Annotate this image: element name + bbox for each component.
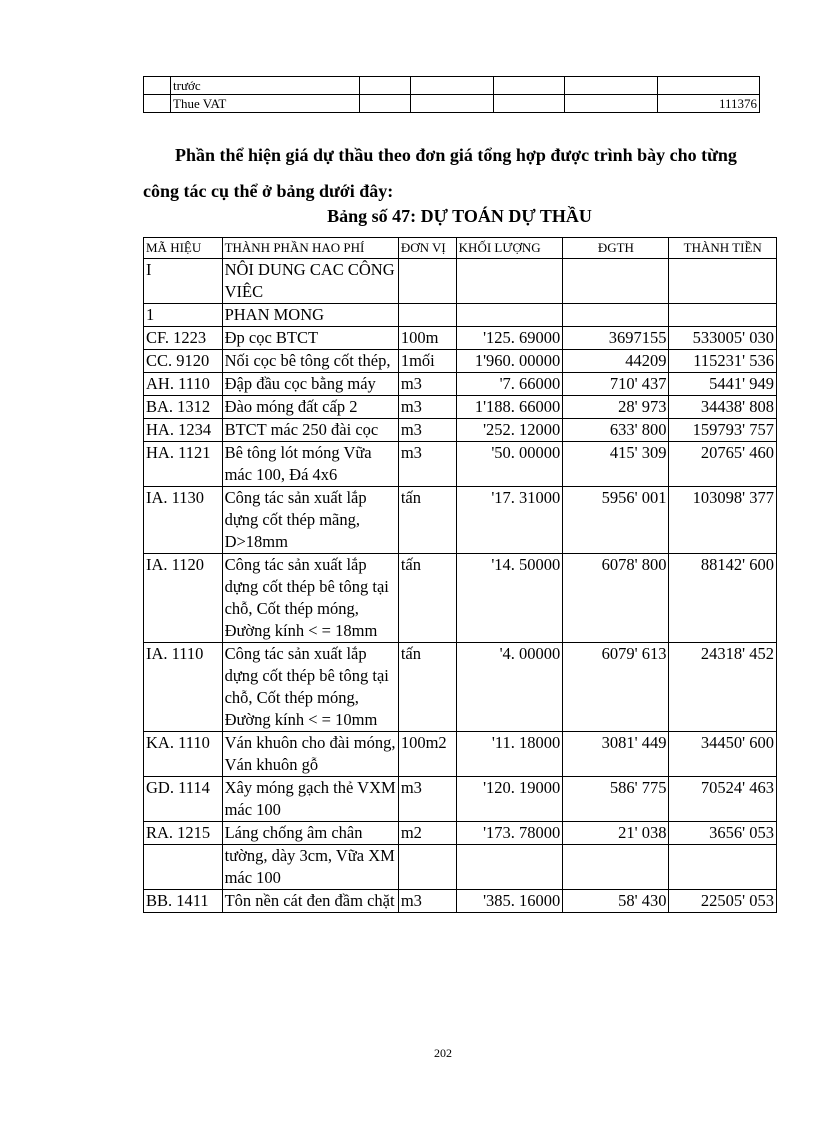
description-cell: tường, dày 3cm, Vữa XM mác 100 bbox=[222, 845, 398, 890]
item-code-cell: HA. 1234 bbox=[144, 419, 223, 442]
table-row bbox=[144, 396, 777, 419]
table-row bbox=[144, 554, 777, 643]
amount-cell: 24318' 452 bbox=[669, 643, 777, 732]
page-number: 202 bbox=[434, 1046, 452, 1060]
table-row bbox=[144, 350, 777, 373]
unit-cell: m2 bbox=[398, 822, 456, 845]
quantity-cell bbox=[456, 845, 563, 890]
table-row bbox=[144, 822, 777, 845]
description-cell: Tôn nền cát đen đầm chặt bbox=[222, 890, 398, 913]
unit-price-cell bbox=[563, 259, 669, 304]
quantity-cell: '125. 69000 bbox=[456, 327, 563, 350]
table-cell bbox=[565, 77, 658, 95]
estimate-table bbox=[143, 237, 777, 913]
table-row bbox=[144, 327, 777, 350]
table-row bbox=[144, 259, 777, 304]
item-code-cell: 1 bbox=[144, 304, 223, 327]
table-row bbox=[144, 845, 777, 890]
amount-cell: 5441' 949 bbox=[669, 373, 777, 396]
table-cell bbox=[565, 95, 658, 113]
table-row bbox=[144, 643, 777, 732]
quantity-cell: '252. 12000 bbox=[456, 419, 563, 442]
intro-paragraph: Phần thể hiện giá dự thầu theo đơn giá tổng hợp được trình bày cho từng công tác cụ thể ở bảng dưới đây: bbox=[143, 145, 737, 201]
amount-cell: 88142' 600 bbox=[669, 554, 777, 643]
unit-cell: 1mối bbox=[398, 350, 456, 373]
item-code-cell: IA. 1130 bbox=[144, 487, 223, 554]
unit-cell: m3 bbox=[398, 442, 456, 487]
unit-price-cell: 5956' 001 bbox=[563, 487, 669, 554]
description-cell: Công tác sản xuất lắp dựng cốt thép bê tông tại chỗ, Cốt thép móng, Đường kính < = 10mm bbox=[222, 643, 398, 732]
column-header: MÃ HIỆU bbox=[144, 238, 223, 259]
amount-cell: 3656' 053 bbox=[669, 822, 777, 845]
unit-cell: tấn bbox=[398, 554, 456, 643]
item-code-cell: IA. 1120 bbox=[144, 554, 223, 643]
table-cell: trước bbox=[171, 77, 360, 95]
quantity-cell: '173. 78000 bbox=[456, 822, 563, 845]
amount-cell: 115231' 536 bbox=[669, 350, 777, 373]
unit-price-cell: 44209 bbox=[563, 350, 669, 373]
unit-price-cell: 58' 430 bbox=[563, 890, 669, 913]
unit-cell: m3 bbox=[398, 373, 456, 396]
table-row bbox=[144, 732, 777, 777]
unit-cell: tấn bbox=[398, 487, 456, 554]
quantity-cell: '4. 00000 bbox=[456, 643, 563, 732]
amount-cell bbox=[669, 845, 777, 890]
table-cell: 111376 bbox=[658, 95, 760, 113]
description-cell: Công tác sản xuất lắp dựng cốt thép mãng, D>18mm bbox=[222, 487, 398, 554]
quantity-cell: 1'960. 00000 bbox=[456, 350, 563, 373]
item-code-cell: IA. 1110 bbox=[144, 643, 223, 732]
item-code-cell: RA. 1215 bbox=[144, 822, 223, 845]
table-header-row bbox=[144, 238, 777, 259]
amount-cell bbox=[669, 259, 777, 304]
item-code-cell: KA. 1110 bbox=[144, 732, 223, 777]
table-cell bbox=[144, 95, 171, 113]
table-cell bbox=[411, 95, 494, 113]
item-code-cell: AH. 1110 bbox=[144, 373, 223, 396]
quantity-cell: '120. 19000 bbox=[456, 777, 563, 822]
description-cell: Bê tông lót móng Vữa mác 100, Đá 4x6 bbox=[222, 442, 398, 487]
description-cell: PHAN MONG bbox=[222, 304, 398, 327]
unit-price-cell: 3081' 449 bbox=[563, 732, 669, 777]
continuation-table bbox=[143, 76, 760, 113]
quantity-cell: '7. 66000 bbox=[456, 373, 563, 396]
quantity-cell: '50. 00000 bbox=[456, 442, 563, 487]
description-cell: BTCT mác 250 đài cọc bbox=[222, 419, 398, 442]
unit-cell: tấn bbox=[398, 643, 456, 732]
quantity-cell bbox=[456, 259, 563, 304]
unit-price-cell bbox=[563, 845, 669, 890]
item-code-cell bbox=[144, 845, 223, 890]
amount-cell: 70524' 463 bbox=[669, 777, 777, 822]
amount-cell: 159793' 757 bbox=[669, 419, 777, 442]
quantity-cell: '14. 50000 bbox=[456, 554, 563, 643]
column-header: ĐƠN VỊ bbox=[398, 238, 456, 259]
amount-cell: 20765' 460 bbox=[669, 442, 777, 487]
table-row bbox=[144, 890, 777, 913]
table-cell bbox=[494, 95, 565, 113]
description-cell: Đào móng đất cấp 2 bbox=[222, 396, 398, 419]
description-cell: Nối cọc bê tông cốt thép, bbox=[222, 350, 398, 373]
quantity-cell bbox=[456, 304, 563, 327]
unit-price-cell: 586' 775 bbox=[563, 777, 669, 822]
description-cell: Đp cọc BTCT bbox=[222, 327, 398, 350]
unit-cell bbox=[398, 304, 456, 327]
unit-price-cell: 415' 309 bbox=[563, 442, 669, 487]
unit-cell bbox=[398, 845, 456, 890]
unit-price-cell: 21' 038 bbox=[563, 822, 669, 845]
amount-cell: 533005' 030 bbox=[669, 327, 777, 350]
quantity-cell: '11. 18000 bbox=[456, 732, 563, 777]
unit-price-cell bbox=[563, 304, 669, 327]
amount-cell: 34450' 600 bbox=[669, 732, 777, 777]
quantity-cell: '17. 31000 bbox=[456, 487, 563, 554]
table-cell bbox=[360, 77, 411, 95]
amount-cell: 34438' 808 bbox=[669, 396, 777, 419]
table-cell bbox=[411, 77, 494, 95]
unit-price-cell: 633' 800 bbox=[563, 419, 669, 442]
unit-cell bbox=[398, 259, 456, 304]
unit-cell: m3 bbox=[398, 396, 456, 419]
quantity-cell: 1'188. 66000 bbox=[456, 396, 563, 419]
unit-cell: m3 bbox=[398, 890, 456, 913]
item-code-cell: CF. 1223 bbox=[144, 327, 223, 350]
table-cell bbox=[360, 95, 411, 113]
quantity-cell: '385. 16000 bbox=[456, 890, 563, 913]
table-row bbox=[144, 95, 760, 113]
item-code-cell: BA. 1312 bbox=[144, 396, 223, 419]
unit-price-cell: 28' 973 bbox=[563, 396, 669, 419]
unit-price-cell: 6078' 800 bbox=[563, 554, 669, 643]
table-row bbox=[144, 487, 777, 554]
table-cell bbox=[494, 77, 565, 95]
column-header: THÀNH PHẦN HAO PHÍ bbox=[222, 238, 398, 259]
description-cell: Láng chống âm chân bbox=[222, 822, 398, 845]
table-title: Bảng số 47: DỰ TOÁN DỰ THẦU bbox=[327, 206, 592, 226]
description-cell: Đập đầu cọc bằng máy bbox=[222, 373, 398, 396]
amount-cell bbox=[669, 304, 777, 327]
table-body bbox=[144, 259, 777, 913]
table-row bbox=[144, 777, 777, 822]
unit-price-cell: 6079' 613 bbox=[563, 643, 669, 732]
unit-cell: m3 bbox=[398, 419, 456, 442]
table-row bbox=[144, 77, 760, 95]
table-row bbox=[144, 373, 777, 396]
column-header: THÀNH TIỀN bbox=[669, 238, 777, 259]
unit-price-cell: 710' 437 bbox=[563, 373, 669, 396]
item-code-cell: CC. 9120 bbox=[144, 350, 223, 373]
table-row bbox=[144, 304, 777, 327]
table-cell bbox=[144, 77, 171, 95]
table-row bbox=[144, 442, 777, 487]
column-header: KHỐI LƯỢNG bbox=[456, 238, 563, 259]
item-code-cell: HA. 1121 bbox=[144, 442, 223, 487]
amount-cell: 22505' 053 bbox=[669, 890, 777, 913]
item-code-cell: BB. 1411 bbox=[144, 890, 223, 913]
description-cell: Công tác sản xuất lắp dựng cốt thép bê tông tại chỗ, Cốt thép móng, Đường kính < = 18mm bbox=[222, 554, 398, 643]
unit-cell: 100m2 bbox=[398, 732, 456, 777]
unit-price-cell: 3697155 bbox=[563, 327, 669, 350]
description-cell: Ván khuôn cho đài móng, Ván khuôn gỗ bbox=[222, 732, 398, 777]
description-cell: Xây móng gạch thẻ VXM mác 100 bbox=[222, 777, 398, 822]
amount-cell: 103098' 377 bbox=[669, 487, 777, 554]
description-cell: NÔI DUNG CAC CÔNG VIÊC bbox=[222, 259, 398, 304]
column-header: ĐGTH bbox=[563, 238, 669, 259]
unit-cell: 100m bbox=[398, 327, 456, 350]
table-cell bbox=[658, 77, 760, 95]
unit-cell: m3 bbox=[398, 777, 456, 822]
item-code-cell: GD. 1114 bbox=[144, 777, 223, 822]
table-row bbox=[144, 419, 777, 442]
table-cell: Thue VAT bbox=[171, 95, 360, 113]
item-code-cell: I bbox=[144, 259, 223, 304]
